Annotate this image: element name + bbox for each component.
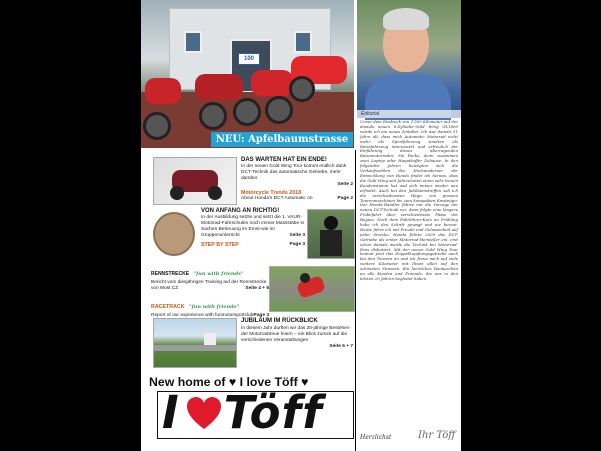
new-home-headline: New home of ♥ I love Töff ♥	[149, 375, 309, 389]
window	[294, 31, 312, 53]
address-banner: NEU: Apfelbaumstrasse 28	[211, 132, 353, 147]
editorial-portrait-photo	[357, 0, 461, 118]
editorial-text: Unser dem Eindruck von 1'500 Kilometer auf der damals neuen 6-Zylinder-Gold Wing GL1800 würde ich ein neues Zeitalter. Ich war damals 51 Jahre alt, dass mich Automatic Motorrad nicht mehr als Sportfahrzeug sondern als Reisefahrzeug interessiert und erfreulich der Einführung dieses überragenden Reisemotorrades, Sie Packs, denn zusammen zwei Laptop oder Hauptkoffer Zuhause. In den folgenden Jahren bewegten sich die Verkaufszahlen des Hochmoderner der Entwicklung von Honda findet ich heraus, dass die Gold Wing seit Jahrzehnten einen sehr treuen Kundenstamm hat und sich immer wieder neu erfindet. Auch bei den Jubiläumstreffen sah ich die verschiedensten Wege, von grossen Tourenmaschinen bis zum kompakten Einsteiger. Der Honda-Händler führte mir die Vorzüge der neuen DCT-Technik vor, dann folgte eine längere Probefahrt über verschiedenste Pässe der Region. Nach dem Fahrlehrer-Kurs im Frühling habe ich den Schritt gewagt und nie bereut. Heute fahre ich mit Freude und Gelassenheit auf jeder Strecke. Honda führte 2009 das DCT-Getriebe als erster Motorrad-Hersteller ein, erst schon damals wurde die Technik bei Motorrad-Fans diskutiert. Mit der neuen Gold Wing Tour kommt jetzt das Doppelkupplungsgetriebe auch bei den Tourern an und ich freue mich auf viele weitere Kilometer mit Ihnen allen auf den schönsten Strassen. Ein herzliches Dankeschön an alle Kunden und Freunde, die uns in den letzten 20 Jahren begleitet haben.	[360, 119, 458, 281]
racer-helmet	[300, 273, 310, 283]
logo-left: I	[162, 386, 180, 439]
rider-body	[320, 230, 342, 256]
rennstrecke-script: "fun with friends"	[193, 271, 244, 277]
article-gold-wing	[241, 157, 353, 202]
trends-title: Motorcycle Trends 2018	[241, 190, 302, 196]
house	[204, 333, 216, 345]
step-line	[201, 242, 305, 248]
step-page: Page 3	[289, 242, 305, 247]
rennstrecke-body: Bericht vom diesjährigen Training auf der Rennstrecke von Most CZ	[151, 280, 267, 291]
signature: Ihr Töff	[418, 430, 456, 441]
motorcycle-red	[145, 78, 181, 104]
wheel	[143, 112, 171, 140]
motorcycle-red	[251, 70, 293, 96]
gold-wing-thumbnail	[153, 157, 237, 205]
wheel	[289, 76, 315, 102]
article-body: In diesem Jahr durften wir das 20-jährige Bestehen der Motorradtreue feiern – ein Blick zurück auf die verschiedenen Veranstaltungen	[241, 326, 350, 343]
signoff-text: Herzlichst	[360, 434, 392, 441]
racetrack-heading	[151, 295, 269, 313]
article-body: In der Ausbildung setzte und setzt die 1. VAUR-Motorrad-Fahrschulen noch immer Massstäbe in Sachen Betreuung im Ernst-wie im Gruppenunterricht	[201, 215, 305, 238]
rennstrecke-heading	[151, 262, 269, 280]
racetrack-thumbnail	[269, 266, 355, 312]
racetrack-title: RACETRACK	[151, 304, 185, 310]
window	[184, 31, 202, 53]
trends-line	[241, 196, 353, 202]
rennstrecke-page: Seite 4 + 5	[245, 286, 269, 291]
road	[154, 345, 236, 351]
article-title: DAS WARTEN HAT EIN ENDE!	[241, 157, 327, 163]
wheel	[233, 98, 261, 126]
wheel	[265, 96, 293, 124]
logo-right: Töff	[223, 386, 323, 439]
article-rennstrecke	[151, 262, 269, 319]
vaur-badge	[151, 210, 195, 256]
article-page: Seite 2	[337, 182, 353, 187]
racetrack-script: "fun with friends"	[189, 304, 240, 310]
racetrack-page: Page 3	[253, 313, 269, 318]
anniversary-thumbnail	[153, 318, 237, 368]
article-title: JUBILÄUM IM RÜCKBLICK	[241, 318, 318, 324]
i-love-toeff-logo	[157, 386, 354, 439]
rider-thumbnail	[307, 209, 355, 259]
badge-medal	[153, 212, 195, 256]
rennstrecke-title: RENNSTRECKE	[151, 271, 190, 277]
heart-icon	[186, 396, 222, 432]
column-divider	[355, 150, 356, 451]
wheel	[199, 102, 227, 130]
article-page: Seite 3	[289, 233, 305, 238]
helmet	[324, 216, 338, 230]
house-number-sign: 100	[238, 53, 260, 65]
article-training	[201, 208, 305, 248]
article-page: Seite 6 + 7	[329, 344, 353, 349]
step-title: STEP BY STEP	[201, 242, 239, 248]
editorial-signoff	[360, 430, 458, 446]
newsletter-page	[141, 0, 461, 451]
racetrack-body: Report of our experience with funmotorsportclub	[151, 313, 254, 318]
trends-page: Page 2	[337, 196, 353, 201]
wheel	[208, 186, 222, 200]
portrait-hair	[383, 8, 429, 30]
article-body: In der neuen Gold Wing Tour kommt endlich dank DCT-Technik das automatische Getriebe, mehr darüber	[241, 164, 347, 181]
trends-body: About Honda's DCT Automatic on	[241, 196, 313, 201]
portrait-caption: Editorial	[357, 110, 461, 118]
article-anniversary	[241, 318, 353, 350]
wheel	[170, 186, 184, 200]
motorcycle-red	[195, 74, 243, 100]
article-title: VON ANFANG AN RICHTIG!	[201, 208, 280, 214]
